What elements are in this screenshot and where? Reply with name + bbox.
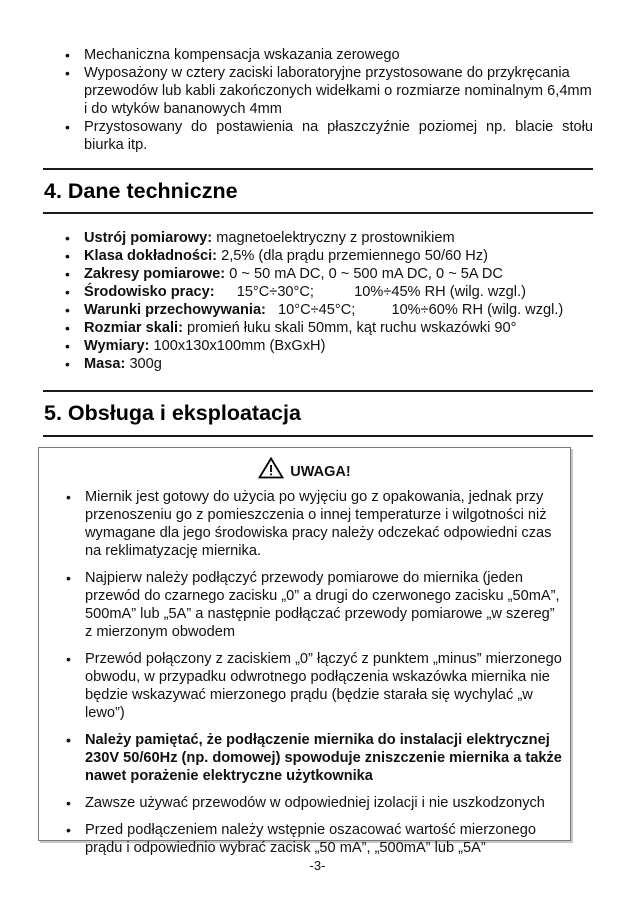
list-item <box>43 118 593 154</box>
spec-item <box>43 337 593 355</box>
warning-item-text: Należy pamiętać, że podłączenie miernika do instalacji elektrycznej 230V 50/60Hz (np. domowej) spowoduje zniszczenie miernika a także nawet porażenie elektryczne użytkownika <box>85 732 562 784</box>
warning-item-text: Zawsze używać przewodów w odpowiedniej izolacji i nie uszkodzonych <box>85 795 545 811</box>
warning-item-text: Przewód połączony z zaciskiem „0” łączyć z punktem „minus” mierzonego obwodu, w przypadku odwrotnego podłączenia wskazówka miernika nie będzie wskazywać mierzonego prądu (będzie starała się wychylać „w lewo”) <box>85 651 562 721</box>
technical-specs-list <box>43 229 593 373</box>
spec-item <box>43 265 593 283</box>
spec-label: Warunki przechowywania: <box>84 302 266 318</box>
spec-value: 2,5% (dla prądu przemiennego 50/60 Hz) <box>221 248 488 264</box>
spec-value-secondary: 10%÷45% RH (wilg. wzgl.) <box>354 284 526 300</box>
feature-list <box>43 46 593 154</box>
bullet-icon: • <box>66 489 71 505</box>
spec-item <box>43 355 593 373</box>
list-item-text: Przystosowany do postawienia na płaszczyźnie poziomej np. blacie stołu biurka itp. <box>84 119 593 153</box>
spec-item <box>43 301 593 319</box>
bullet-icon: • <box>65 65 70 81</box>
spec-value: 300g <box>129 356 162 372</box>
bullet-icon: • <box>66 732 71 748</box>
spec-label: Rozmiar skali: <box>84 320 183 336</box>
section-title: 5. Obsługa i eksploatacja <box>44 401 301 425</box>
section-divider <box>43 435 593 437</box>
list-item-text: Wyposażony w cztery zaciski laboratoryjne przystosowane do przykręcania przewodów lub kabli zakończonych widełkami o rozmiarze nominalnym 6,4mm i do wtyków bananowych 4mm <box>84 65 592 117</box>
spec-item <box>43 319 593 337</box>
warning-item-critical <box>44 731 564 785</box>
section-divider <box>43 390 593 392</box>
list-item <box>43 64 593 118</box>
spec-label: Środowisko pracy: <box>84 284 215 300</box>
warning-item <box>44 569 564 641</box>
warning-heading <box>39 457 570 483</box>
bullet-icon: • <box>65 320 70 336</box>
spec-label: Ustrój pomiarowy: <box>84 230 213 246</box>
bullet-icon: • <box>66 570 71 586</box>
page-number: -3- <box>309 858 326 873</box>
warning-item-text: Najpierw należy podłączyć przewody pomiarowe do miernika (jeden przewód do czarnego zacisku „0” a drugi do czerwonego zacisku „50mA”, 500mA” lub „5A” a następnie podłączać przewody pomiarowe „w szereg” z mierzonym obwodem <box>85 570 560 640</box>
section-title: 4. Dane techniczne <box>44 179 238 203</box>
warning-item-text: Przed podłączeniem należy wstępnie oszacować wartość mierzonego prądu i odpowiednio wybrać zacisk „50 mA”, „500mA” lub „5A” <box>85 822 537 856</box>
spec-value-secondary: 10%÷60% RH (wilg. wzgl.) <box>391 302 564 318</box>
bullet-icon: • <box>66 651 71 667</box>
spec-value: magnetoelektryczny z prostownikiem <box>216 230 455 246</box>
list-item-text: Mechaniczna kompensacja wskazania zerowego <box>84 47 400 63</box>
warning-item <box>44 794 564 812</box>
spec-item <box>43 283 593 301</box>
bullet-icon: • <box>65 356 70 372</box>
spec-value: 15°C÷30°C; <box>236 284 314 300</box>
spec-item <box>43 247 593 265</box>
spec-item <box>43 229 593 247</box>
warning-list <box>44 488 564 866</box>
warning-item-text: Miernik jest gotowy do użycia po wyjęciu go z opakowania, jednak przy przenoszeniu go z pomieszczenia o innej temperaturze i wilgotności niż wymagane dla jego środowiska pracy należy odczekać odpowiedni czas na reklimatyzację miernika. <box>85 489 552 559</box>
section-divider <box>43 212 593 214</box>
spec-label: Klasa dokładności: <box>84 248 218 264</box>
bullet-icon: • <box>65 284 70 300</box>
spec-value: 100x130x100mm (BxGxH) <box>153 338 326 354</box>
bullet-icon: • <box>65 248 70 264</box>
list-item <box>43 46 593 64</box>
bullet-icon: • <box>65 47 70 63</box>
bullet-icon: • <box>65 119 70 135</box>
warning-item <box>44 650 564 722</box>
bullet-icon: • <box>65 302 70 318</box>
bullet-icon: • <box>65 230 70 246</box>
warning-item <box>44 488 564 560</box>
spec-value: promień łuku skali 50mm, kąt ruchu wskazówki 90° <box>187 320 517 336</box>
warning-item <box>44 821 564 857</box>
bullet-icon: • <box>65 266 70 282</box>
bullet-icon: • <box>66 822 71 838</box>
spec-value: 10°C÷45°C; <box>278 302 356 318</box>
section-divider <box>43 168 593 170</box>
spec-label: Wymiary: <box>84 338 150 354</box>
spec-label: Masa: <box>84 356 126 372</box>
spec-value: 0 ~ 50 mA DC, 0 ~ 500 mA DC, 0 ~ 5A DC <box>229 266 503 282</box>
bullet-icon: • <box>66 795 71 811</box>
warning-triangle-icon <box>258 457 284 479</box>
spec-label: Zakresy pomiarowe: <box>84 266 226 282</box>
warning-heading-text: UWAGA! <box>290 464 351 480</box>
warning-box <box>38 447 571 856</box>
bullet-icon: • <box>65 338 70 354</box>
